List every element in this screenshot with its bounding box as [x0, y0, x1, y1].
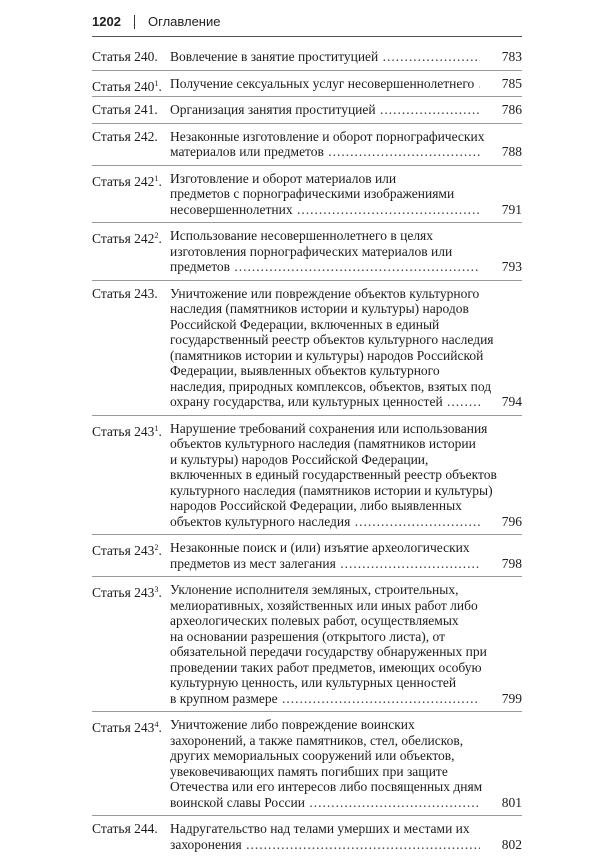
running-header: [92, 12, 522, 32]
header-separator: [134, 15, 135, 29]
toc-page-number: 802: [501, 836, 522, 852]
toc-entry-title: Уничтожение или повреждение объектов культурного наследия (памятников истории и культуры) народов Российской Федерации, включенных в единый государственный реестр объектов культурного наследия (памятников истории и культуры) народов Российской Федерации, выявленных объектов культурного наследия, природных комплексов, объектов, взятых под охрану государства, или культурных ценностей .....: [170, 286, 480, 410]
toc-entry-title: Уклонение исполнителя земляных, строительных, мелиоративных, хозяйственных или иных работ либо археологических полевых работ, осуществляемых на основании разрешения (открытого листа), от обязательной передачи государству обнаруженных при проведении таких работ предметов, имеющих особую культурную ценность, или культурных ценностей в крупном размере .....: [170, 582, 480, 706]
toc-entry[interactable]: [92, 166, 522, 224]
toc-entry-title: Изготовление и оборот материалов или предметов с порнографическими изображениями несовершеннолетних .....: [170, 171, 480, 218]
toc-page-number: 791: [501, 201, 522, 217]
toc-entry[interactable]: [92, 816, 522, 857]
toc-entry[interactable]: [92, 124, 522, 166]
toc-article-label: Статья $243^2$.: [92, 543, 162, 558]
toc-page-number: 793: [501, 259, 522, 274]
toc-entry[interactable]: [92, 44, 522, 71]
toc-entry-title: Незаконные изготовление и оборот порнографических материалов или предметов .....: [170, 129, 480, 160]
toc-article-label: Статья 242.: [92, 128, 158, 144]
toc-article-label: Статья 241.: [92, 102, 158, 117]
toc-article-label: Статья $243^3$.: [92, 585, 162, 600]
toc-entry-title: Получение сексуальных услуг несовершеннолетнего .....: [170, 76, 480, 92]
toc-article-label: Статья 244.: [92, 821, 158, 836]
toc-entry[interactable]: [92, 416, 522, 536]
toc-page-number: 794: [501, 394, 522, 409]
toc-entry-title: Надругательство над телами умерших и местами их захоронения .....: [170, 821, 480, 852]
toc-entry-title: Использование несовершеннолетнего в целях изготовления порнографических материалов или предметов .....: [170, 228, 480, 275]
toc-page-number: 798: [501, 555, 522, 571]
toc-entry-title: Незаконные поиск и (или) изъятие археологических предметов из мест залегания .....: [170, 540, 480, 571]
toc-page-number: 799: [501, 690, 522, 706]
toc-page-number: 786: [501, 102, 522, 117]
toc-page-number: 788: [501, 144, 522, 159]
toc-article-label: Статья $242^2$.: [92, 231, 162, 246]
section-title: Оглавление: [148, 14, 221, 29]
toc-entry-title: Уничтожение либо повреждение воинских захоронений, а также памятников, стел, обелисков, других мемориальных сооружений или объектов, увековечивающих память погибших при защите Отечества или его интересов либо посвященных дням воинской славы России .....: [170, 717, 480, 810]
toc-article-label: Статья 240.: [92, 49, 158, 64]
toc-page-number: 796: [501, 513, 522, 529]
toc-page-number: 783: [501, 49, 522, 64]
toc-entry-title: Нарушение требований сохранения или использования объектов культурного наследия (памятников истории и культуры) народов Российской Федерации, включенных в единый государственный реестр объектов культурного наследия (памятников истории и культуры) народов Российской Федерации, либо выявленных объектов культурного наследия .....: [170, 421, 480, 530]
header-rule: [92, 36, 522, 37]
toc-entry[interactable]: [92, 535, 522, 577]
toc-entry[interactable]: [92, 223, 522, 281]
toc-article-label: Статья 243.: [92, 285, 158, 301]
toc-article-label: Статья $243^4$.: [92, 720, 162, 735]
toc-article-label: Статья $243^1$.: [92, 423, 162, 439]
toc-page-number: 785: [501, 75, 522, 91]
toc-entry-title: Организация занятия проституцией .....: [170, 102, 480, 118]
toc-entry[interactable]: [92, 97, 522, 124]
toc-entry[interactable]: [92, 281, 522, 416]
toc-entry[interactable]: [92, 712, 522, 816]
toc-article-label: Статья $242^1$.: [92, 173, 162, 189]
toc-page-number: 801: [501, 794, 522, 810]
toc-article-label: Статья $240^1$.: [92, 78, 162, 94]
page-number: 1202: [92, 14, 121, 29]
toc-entry[interactable]: [92, 71, 522, 98]
toc-entry[interactable]: [92, 577, 522, 712]
toc-entry-title: Вовлечение в занятие проституцией .....: [170, 49, 480, 65]
